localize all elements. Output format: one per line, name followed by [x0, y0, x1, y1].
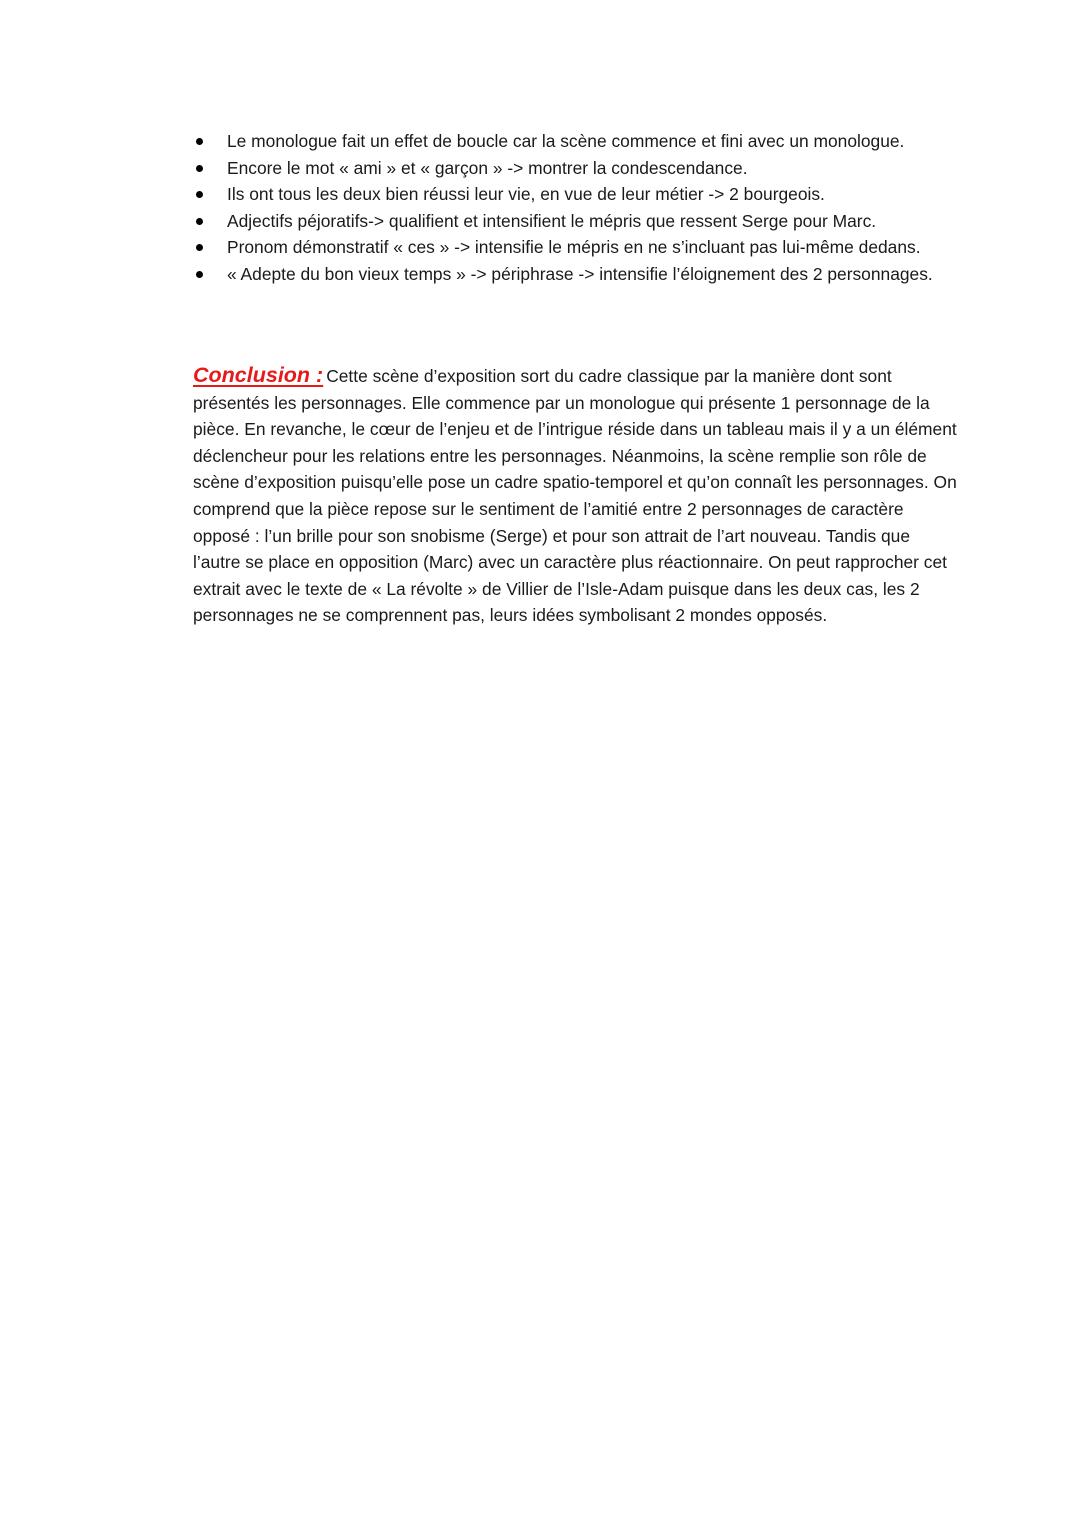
list-item [195, 261, 955, 288]
list-item [195, 181, 955, 208]
bullet-icon [196, 244, 203, 251]
conclusion-heading: Conclusion : [193, 363, 324, 387]
list-item-text: Encore le mot « ami » et « garçon » -> montrer la condescendance. [227, 157, 748, 178]
list-item-text: Adjectifs péjoratifs-> qualifient et intensifient le mépris que ressent Serge pour Marc. [227, 210, 877, 231]
bullet-icon [196, 138, 203, 145]
list-item-text: Pronom démonstratif « ces » -> intensifie le mépris en ne s’incluant pas lui-même dedans. [227, 237, 921, 258]
list-item [195, 208, 955, 235]
bullet-icon [196, 165, 203, 172]
list-item-text: Ils ont tous les deux bien réussi leur vie, en vue de leur métier -> 2 bourgeois. [227, 184, 825, 205]
bullet-list [195, 128, 955, 288]
conclusion-text: Cette scène d’exposition sort du cadre classique par la manière dont sont présentés les personnages. Elle commence par un monologue qui présente 1 personnage de la pièce. En revanche, le cœur de l’enjeu et de l’intrigue réside dans un tableau mais il y a un élément déclencheur pour les relations entre les personnages. Néanmoins, la scène remplie son rôle de scène d’exposition puisqu’elle pose un cadre spatio-temporel et qu’on connaît les personnages. On comprend que la pièce repose sur le sentiment de l’amitié entre 2 personnages de caractère opposé : l’un brille pour son snobisme (Serge) et pour son attrait de l’art nouveau. Tandis que l’autre se place en opposition (Marc) avec un caractère plus réactionnaire. On peut rapprocher cet extrait avec le texte de « La révolte » de Villier de l’Isle-Adam puisque dans les deux cas, les 2 personnages ne se comprennent pas, leurs idées symbolisant 2 mondes opposés. [193, 366, 957, 626]
bullet-icon [196, 271, 203, 278]
bullet-icon [196, 191, 203, 198]
list-item [195, 234, 955, 261]
list-item-text: « Adepte du bon vieux temps » -> périphrase -> intensifie l’éloignement des 2 personnages. [227, 263, 933, 284]
list-item [195, 128, 955, 155]
conclusion-paragraph [193, 362, 958, 629]
bullet-icon [196, 218, 203, 225]
list-item [195, 155, 955, 182]
list-item-text: Le monologue fait un effet de boucle car la scène commence et fini avec un monologue. [227, 131, 905, 151]
